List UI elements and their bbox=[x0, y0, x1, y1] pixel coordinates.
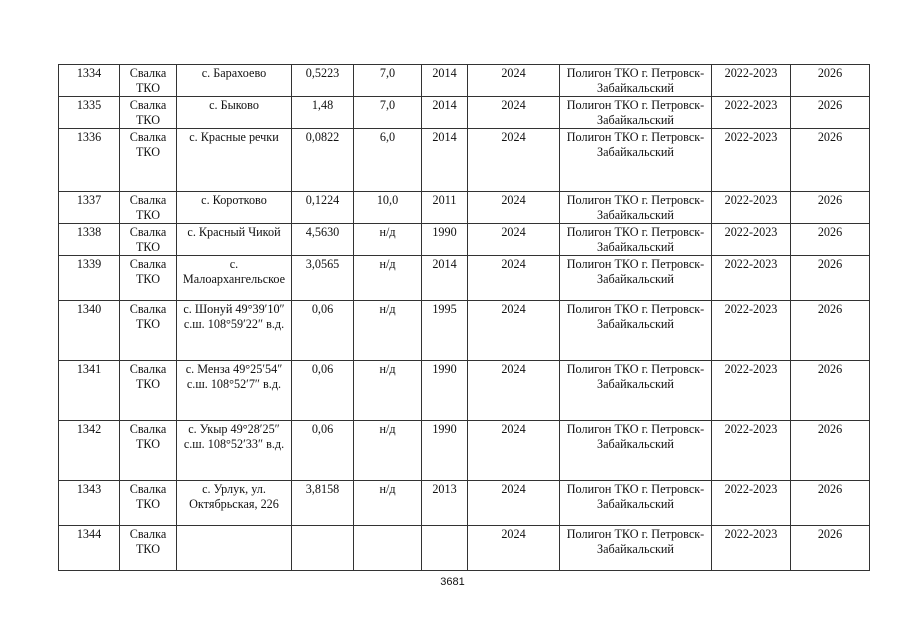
site-location-cell bbox=[177, 421, 292, 481]
site-location-cell bbox=[177, 256, 292, 301]
site-location: с. Быково bbox=[209, 98, 259, 112]
site-height-cell bbox=[354, 526, 422, 571]
site-type-cell bbox=[120, 361, 177, 421]
table-row bbox=[59, 192, 870, 224]
table-row bbox=[59, 301, 870, 361]
destination: Полигон ТКО г. Петровск-Забайкальский bbox=[566, 130, 705, 159]
site-area: 0,06 bbox=[311, 422, 334, 436]
destination-cell bbox=[560, 526, 712, 571]
site-type: Свалка ТКО bbox=[129, 362, 167, 391]
site-type-cell bbox=[120, 256, 177, 301]
site-type-cell bbox=[120, 421, 177, 481]
site-height: н/д bbox=[379, 422, 396, 436]
site-location-cell bbox=[177, 361, 292, 421]
site-height: н/д bbox=[379, 362, 396, 376]
year-final-cell bbox=[791, 361, 870, 421]
table-row bbox=[59, 97, 870, 129]
row-number: 1336 bbox=[76, 130, 102, 144]
row-number-cell bbox=[59, 97, 120, 129]
year-close: 2024 bbox=[501, 482, 526, 496]
row-number-cell bbox=[59, 256, 120, 301]
site-height: 10,0 bbox=[376, 193, 399, 207]
closure-period-cell bbox=[712, 129, 791, 192]
destination-cell bbox=[560, 421, 712, 481]
site-height-cell bbox=[354, 65, 422, 97]
site-type-cell bbox=[120, 192, 177, 224]
destination: Полигон ТКО г. Петровск-Забайкальский bbox=[566, 66, 705, 95]
site-location-cell bbox=[177, 481, 292, 526]
site-height: 7,0 bbox=[379, 98, 396, 112]
closure-period-cell bbox=[712, 421, 791, 481]
closure-period: 2022-2023 bbox=[724, 422, 778, 436]
page-number: 3681 bbox=[440, 576, 465, 588]
year-final: 2026 bbox=[817, 193, 843, 207]
destination: Полигон ТКО г. Петровск-Забайкальский bbox=[566, 302, 705, 331]
year-start-cell bbox=[422, 481, 468, 526]
destination-cell bbox=[560, 65, 712, 97]
row-number: 1343 bbox=[76, 482, 102, 496]
year-close: 2024 bbox=[501, 302, 526, 316]
year-start: 1990 bbox=[432, 362, 457, 376]
destination: Полигон ТКО г. Петровск-Забайкальский bbox=[566, 225, 705, 254]
site-height-cell bbox=[354, 481, 422, 526]
site-type-cell bbox=[120, 526, 177, 571]
year-final: 2026 bbox=[817, 302, 843, 316]
row-number: 1335 bbox=[76, 98, 102, 112]
site-location-cell bbox=[177, 97, 292, 129]
site-location-cell bbox=[177, 65, 292, 97]
closure-period-cell bbox=[712, 361, 791, 421]
site-height: н/д bbox=[379, 482, 396, 496]
year-close: 2024 bbox=[501, 527, 526, 541]
year-final: 2026 bbox=[817, 130, 843, 144]
year-close-cell bbox=[468, 301, 560, 361]
year-final: 2026 bbox=[817, 422, 843, 436]
site-area-cell bbox=[292, 192, 354, 224]
year-final: 2026 bbox=[817, 66, 843, 80]
year-start-cell bbox=[422, 129, 468, 192]
site-area-cell bbox=[292, 65, 354, 97]
closure-period: 2022-2023 bbox=[724, 225, 778, 239]
row-number: 1344 bbox=[76, 527, 102, 541]
site-location: с. Укыр 49°28′25″ с.ш. 108°52′33″ в.д. bbox=[183, 422, 285, 451]
year-close: 2024 bbox=[501, 98, 526, 112]
year-close-cell bbox=[468, 65, 560, 97]
year-start: 2011 bbox=[432, 193, 457, 207]
row-number: 1338 bbox=[76, 225, 102, 239]
row-number-cell bbox=[59, 192, 120, 224]
closure-period: 2022-2023 bbox=[724, 482, 778, 496]
site-location-cell bbox=[177, 192, 292, 224]
site-location-cell bbox=[177, 526, 292, 571]
site-area-cell bbox=[292, 256, 354, 301]
closure-period: 2022-2023 bbox=[724, 362, 778, 376]
closure-period-cell bbox=[712, 526, 791, 571]
site-area: 0,5223 bbox=[305, 66, 340, 80]
year-start-cell bbox=[422, 224, 468, 256]
destination-cell bbox=[560, 97, 712, 129]
year-start: 2014 bbox=[432, 257, 457, 271]
closure-period: 2022-2023 bbox=[724, 66, 778, 80]
site-area-cell bbox=[292, 301, 354, 361]
site-type-cell bbox=[120, 65, 177, 97]
year-final: 2026 bbox=[817, 225, 843, 239]
site-area: 1,48 bbox=[311, 98, 334, 112]
site-location: с. Барахоево bbox=[201, 66, 267, 80]
year-start: 2014 bbox=[432, 98, 457, 112]
destination: Полигон ТКО г. Петровск-Забайкальский bbox=[566, 362, 705, 391]
year-start-cell bbox=[422, 421, 468, 481]
row-number: 1334 bbox=[76, 66, 102, 80]
site-height: н/д bbox=[379, 225, 396, 239]
site-height-cell bbox=[354, 301, 422, 361]
site-type: Свалка ТКО bbox=[129, 98, 167, 127]
destination-cell bbox=[560, 361, 712, 421]
site-type-cell bbox=[120, 301, 177, 361]
closure-period-cell bbox=[712, 301, 791, 361]
row-number: 1341 bbox=[76, 362, 102, 376]
year-final-cell bbox=[791, 192, 870, 224]
destination: Полигон ТКО г. Петровск-Забайкальский bbox=[566, 193, 705, 222]
site-area-cell bbox=[292, 481, 354, 526]
year-start: 1995 bbox=[432, 302, 457, 316]
site-type: Свалка ТКО bbox=[129, 527, 167, 556]
year-start: 1990 bbox=[432, 225, 457, 239]
site-area: 0,1224 bbox=[305, 193, 340, 207]
site-height: н/д bbox=[379, 257, 396, 271]
destination: Полигон ТКО г. Петровск-Забайкальский bbox=[566, 482, 705, 511]
site-location: с. Менза 49°25′54″ с.ш. 108°52′7″ в.д. bbox=[185, 362, 283, 391]
closure-period-cell bbox=[712, 256, 791, 301]
site-type: Свалка ТКО bbox=[129, 302, 167, 331]
year-close: 2024 bbox=[501, 422, 526, 436]
table-row bbox=[59, 421, 870, 481]
site-location-cell bbox=[177, 129, 292, 192]
year-close-cell bbox=[468, 421, 560, 481]
row-number-cell bbox=[59, 361, 120, 421]
destination-cell bbox=[560, 481, 712, 526]
row-number-cell bbox=[59, 129, 120, 192]
year-close-cell bbox=[468, 256, 560, 301]
year-final-cell bbox=[791, 65, 870, 97]
row-number-cell bbox=[59, 65, 120, 97]
site-area-cell bbox=[292, 361, 354, 421]
destination: Полигон ТКО г. Петровск-Забайкальский bbox=[566, 98, 705, 127]
year-close-cell bbox=[468, 481, 560, 526]
year-close-cell bbox=[468, 361, 560, 421]
site-area-cell bbox=[292, 129, 354, 192]
row-number: 1342 bbox=[76, 422, 102, 436]
site-area-cell bbox=[292, 526, 354, 571]
site-type-cell bbox=[120, 97, 177, 129]
row-number-cell bbox=[59, 481, 120, 526]
destination: Полигон ТКО г. Петровск-Забайкальский bbox=[566, 422, 705, 451]
site-type: Свалка ТКО bbox=[129, 66, 167, 95]
waste-sites-table bbox=[58, 64, 870, 571]
row-number: 1339 bbox=[76, 257, 102, 271]
year-final: 2026 bbox=[817, 257, 843, 271]
year-final-cell bbox=[791, 421, 870, 481]
site-location: с. Урлук, ул. Октябрьская, 226 bbox=[189, 482, 279, 511]
site-type-cell bbox=[120, 224, 177, 256]
destination-cell bbox=[560, 301, 712, 361]
year-start-cell bbox=[422, 361, 468, 421]
closure-period: 2022-2023 bbox=[724, 302, 778, 316]
site-location: с. Красный Чикой bbox=[187, 225, 281, 239]
site-area: 0,06 bbox=[311, 302, 334, 316]
table-row bbox=[59, 224, 870, 256]
closure-period: 2022-2023 bbox=[724, 257, 778, 271]
table-body bbox=[59, 65, 870, 571]
destination-cell bbox=[560, 224, 712, 256]
site-area: 3,8158 bbox=[305, 482, 340, 496]
site-area: 0,06 bbox=[311, 362, 334, 376]
table-row bbox=[59, 129, 870, 192]
site-location: с. Шонуй 49°39′10″ с.ш. 108°59′22″ в.д. bbox=[183, 302, 285, 331]
row-number: 1337 bbox=[76, 193, 102, 207]
site-height: н/д bbox=[379, 302, 396, 316]
closure-period: 2022-2023 bbox=[724, 130, 778, 144]
site-type: Свалка ТКО bbox=[129, 130, 167, 159]
year-close: 2024 bbox=[501, 225, 526, 239]
year-start: 2014 bbox=[432, 130, 457, 144]
table-row bbox=[59, 526, 870, 571]
closure-period: 2022-2023 bbox=[724, 98, 778, 112]
site-height-cell bbox=[354, 97, 422, 129]
site-height: 6,0 bbox=[379, 130, 396, 144]
year-close: 2024 bbox=[501, 66, 526, 80]
site-type: Свалка ТКО bbox=[129, 257, 167, 286]
site-area-cell bbox=[292, 224, 354, 256]
year-start-cell bbox=[422, 97, 468, 129]
closure-period-cell bbox=[712, 97, 791, 129]
site-type: Свалка ТКО bbox=[129, 225, 167, 254]
site-type-cell bbox=[120, 129, 177, 192]
destination: Полигон ТКО г. Петровск-Забайкальский bbox=[566, 527, 705, 556]
year-close-cell bbox=[468, 129, 560, 192]
site-height-cell bbox=[354, 192, 422, 224]
year-final-cell bbox=[791, 129, 870, 192]
row-number-cell bbox=[59, 224, 120, 256]
year-final-cell bbox=[791, 256, 870, 301]
table-row bbox=[59, 361, 870, 421]
year-final: 2026 bbox=[817, 98, 843, 112]
year-final: 2026 bbox=[817, 362, 843, 376]
year-close: 2024 bbox=[501, 257, 526, 271]
site-height: 7,0 bbox=[379, 66, 396, 80]
year-close: 2024 bbox=[501, 362, 526, 376]
row-number-cell bbox=[59, 526, 120, 571]
year-final-cell bbox=[791, 97, 870, 129]
site-area: 4,5630 bbox=[305, 225, 340, 239]
year-close-cell bbox=[468, 526, 560, 571]
table-row bbox=[59, 65, 870, 97]
table-row bbox=[59, 481, 870, 526]
year-close: 2024 bbox=[501, 130, 526, 144]
year-close: 2024 bbox=[501, 193, 526, 207]
site-type-cell bbox=[120, 481, 177, 526]
closure-period-cell bbox=[712, 192, 791, 224]
site-location-cell bbox=[177, 224, 292, 256]
site-location: с. Красные речки bbox=[189, 130, 279, 144]
row-number: 1340 bbox=[76, 302, 102, 316]
site-height-cell bbox=[354, 129, 422, 192]
closure-period: 2022-2023 bbox=[724, 527, 778, 541]
site-type: Свалка ТКО bbox=[129, 482, 167, 511]
year-final-cell bbox=[791, 481, 870, 526]
table-row bbox=[59, 256, 870, 301]
site-area-cell bbox=[292, 97, 354, 129]
year-final: 2026 bbox=[817, 527, 843, 541]
destination-cell bbox=[560, 256, 712, 301]
closure-period-cell bbox=[712, 481, 791, 526]
closure-period: 2022-2023 bbox=[724, 193, 778, 207]
year-close-cell bbox=[468, 97, 560, 129]
year-start-cell bbox=[422, 65, 468, 97]
closure-period-cell bbox=[712, 65, 791, 97]
site-area-cell bbox=[292, 421, 354, 481]
destination-cell bbox=[560, 192, 712, 224]
row-number-cell bbox=[59, 421, 120, 481]
year-final-cell bbox=[791, 526, 870, 571]
row-number-cell bbox=[59, 301, 120, 361]
year-start: 1990 bbox=[432, 422, 457, 436]
site-type: Свалка ТКО bbox=[129, 422, 167, 451]
site-location-cell bbox=[177, 301, 292, 361]
year-start: 2014 bbox=[432, 66, 457, 80]
site-height-cell bbox=[354, 224, 422, 256]
year-start: 2013 bbox=[432, 482, 457, 496]
site-location: с. Малоархангельское bbox=[182, 257, 286, 286]
year-close-cell bbox=[468, 192, 560, 224]
year-start-cell bbox=[422, 192, 468, 224]
site-height-cell bbox=[354, 361, 422, 421]
site-height-cell bbox=[354, 421, 422, 481]
year-final: 2026 bbox=[817, 482, 843, 496]
destination-cell bbox=[560, 129, 712, 192]
site-type: Свалка ТКО bbox=[129, 193, 167, 222]
year-start-cell bbox=[422, 526, 468, 571]
site-area: 3,0565 bbox=[305, 257, 340, 271]
year-final-cell bbox=[791, 224, 870, 256]
year-start-cell bbox=[422, 256, 468, 301]
year-final-cell bbox=[791, 301, 870, 361]
year-close-cell bbox=[468, 224, 560, 256]
closure-period-cell bbox=[712, 224, 791, 256]
year-start-cell bbox=[422, 301, 468, 361]
site-location: с. Коротково bbox=[201, 193, 267, 207]
site-height-cell bbox=[354, 256, 422, 301]
destination: Полигон ТКО г. Петровск-Забайкальский bbox=[566, 257, 705, 286]
site-area: 0,0822 bbox=[305, 130, 340, 144]
